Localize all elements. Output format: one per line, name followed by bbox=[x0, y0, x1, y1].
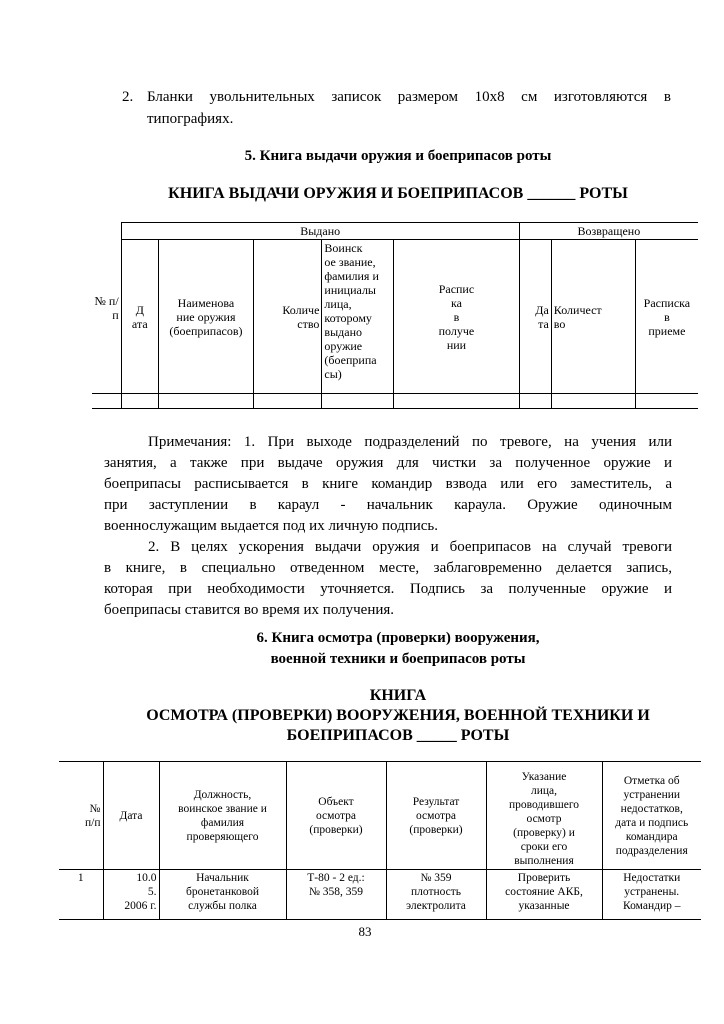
table1-col-return-quantity: Количест во bbox=[551, 240, 635, 394]
book1-title: КНИГА ВЫДАЧИ ОРУЖИЯ И БОЕПРИПАСОВ ______ РОТЫ bbox=[168, 185, 628, 202]
table2-header-object: Объект осмотра (проверки) bbox=[286, 762, 386, 870]
issue-table bbox=[92, 222, 698, 409]
table2-cell-inspector: Начальник бронетанковой службы полка bbox=[159, 870, 286, 920]
book2-title-line3: БОЕПРИПАСОВ _____ РОТЫ bbox=[286, 727, 510, 744]
book2-title-line1: КНИГА bbox=[369, 687, 427, 704]
table1-empty-cell bbox=[551, 394, 635, 409]
table1-col-return-date: Да та bbox=[519, 240, 551, 394]
item2-number: 2. bbox=[122, 89, 134, 105]
table2-header-instruction: Указание лица, проводившего осмотр (проверку) и сроки его выполнения bbox=[486, 762, 602, 870]
book2-title-line2: ОСМОТРА (ПРОВЕРКИ) ВООРУЖЕНИЯ, ВОЕННОЙ ТЕХНИКИ И bbox=[146, 707, 650, 724]
table1-col-recipient: Воинск ое звание, фамилия и инициалы лица, которому выдано оружие (боеприпа сы) bbox=[322, 240, 394, 394]
table1-col-date: Д ата bbox=[121, 240, 158, 394]
table1-group-issued: Выдано bbox=[121, 223, 519, 240]
table2-cell-date: 10.0 5. 2006 г. bbox=[103, 870, 159, 920]
item2-line2: типографиях. bbox=[147, 111, 234, 127]
table1-col-signature-received: Распис ка в получе нии bbox=[394, 240, 520, 394]
table1-col-weapon-name: Наименова ние оружия (боеприпасов) bbox=[158, 240, 253, 394]
table1-empty-cell bbox=[635, 394, 698, 409]
notes-line: военнослужащим выдается под их личную подпись. bbox=[104, 518, 439, 534]
notes-line: боеприпасы ставится во время их получения. bbox=[104, 602, 395, 618]
section5-title: 5. Книга выдачи оружия и боеприпасов роты bbox=[244, 148, 552, 164]
item2-line1: Бланки увольнительных записок размером 10х8 см изготовляются в bbox=[147, 89, 671, 105]
table1-empty-cell bbox=[394, 394, 520, 409]
table1-empty-cell bbox=[519, 394, 551, 409]
table1-num-header: № п/п bbox=[92, 223, 121, 394]
section6-title-line1: 6. Книга осмотра (проверки) вооружения, bbox=[256, 630, 540, 646]
table2-cell-result: № 359 плотность электролита bbox=[386, 870, 486, 920]
table2-header-correction: Отметка об устранении недостатков, дата и подпись командира подразделения bbox=[602, 762, 701, 870]
table1-empty-cell bbox=[121, 394, 158, 409]
table1-empty-cell bbox=[158, 394, 253, 409]
notes-line: 2. В целях ускорения выдачи оружия и боеприпасов на случай тревоги bbox=[148, 539, 672, 555]
inspection-table bbox=[59, 761, 701, 920]
notes-line: в книге, в специально отведенном месте, заблаговременно делается запись, bbox=[104, 560, 672, 576]
page-number: 83 bbox=[358, 924, 372, 939]
table1-col-signature-accepted: Расписка в приеме bbox=[635, 240, 698, 394]
table2-cell-object: Т-80 - 2 ед.: № 358, 359 bbox=[286, 870, 386, 920]
table2-header-result: Результат осмотра (проверки) bbox=[386, 762, 486, 870]
notes-line: которая при необходимости уточняется. Подпись за полученные оружие и bbox=[104, 581, 672, 597]
notes-line: занятия, а также при выдаче оружия для чистки за полученное оружие и bbox=[104, 455, 672, 471]
notes-line: Примечания: 1. При выходе подразделений по тревоге, на учения или bbox=[148, 434, 672, 450]
table2-header-inspector: Должность, воинское звание и фамилия проверяющего bbox=[159, 762, 286, 870]
table1-empty-cell bbox=[322, 394, 394, 409]
section6-title-line2: военной техники и боеприпасов роты bbox=[270, 651, 526, 667]
notes-line: при заступлении в караул - начальник караула. Оружие одиночным bbox=[104, 497, 672, 513]
table2-cell-num: 1 bbox=[59, 870, 103, 920]
table1-group-returned: Возвращено bbox=[519, 223, 698, 240]
table1-empty-cell bbox=[92, 394, 121, 409]
table1-empty-cell bbox=[254, 394, 322, 409]
notes-line: боеприпасы расписывается в книге командир взвода или его заместитель, а bbox=[104, 476, 672, 492]
table2-cell-correction: Недостатки устранены. Командир – bbox=[602, 870, 701, 920]
table2-header-date: Дата bbox=[103, 762, 159, 870]
table2-cell-instruction: Проверить состояние АКБ, указанные bbox=[486, 870, 602, 920]
table1-col-quantity: Количе ство bbox=[254, 240, 322, 394]
table2-header-num: № п/п bbox=[59, 762, 103, 870]
